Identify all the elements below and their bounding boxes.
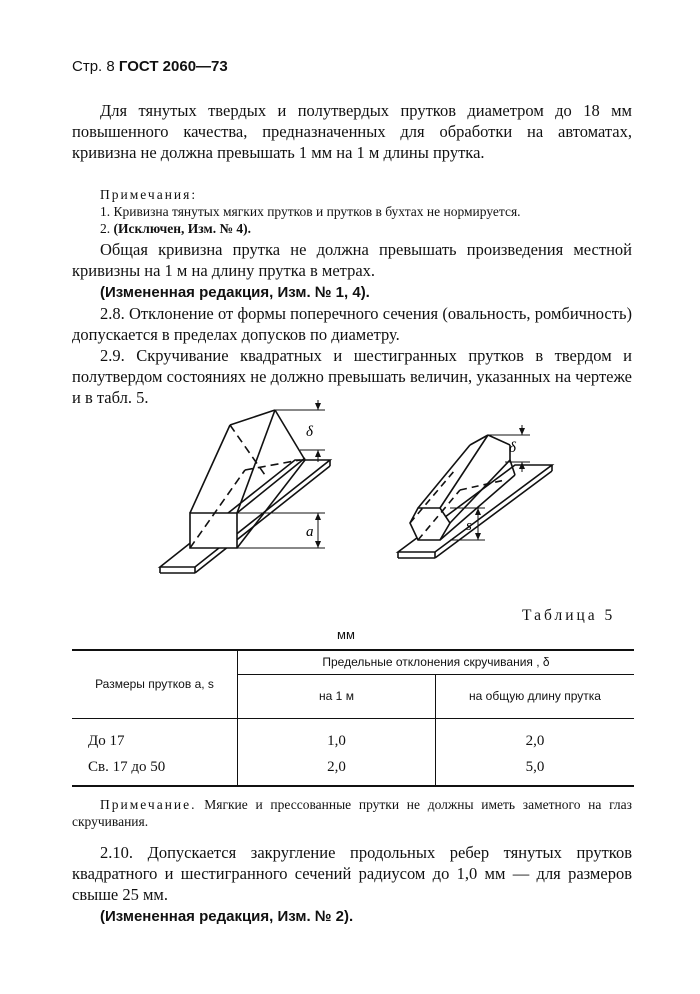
table-note-label: Примечание. (100, 797, 197, 812)
note-2 (72, 220, 632, 237)
label-delta-left: δ (306, 424, 313, 440)
label-delta-right: δ (509, 440, 516, 456)
label-s: s (466, 518, 472, 534)
paragraph-total-curvature (72, 239, 632, 408)
cell-total: 2,0 (525, 733, 545, 749)
header-per-meter-text: на 1 м (319, 689, 354, 703)
header-sizes-text: Размеры прутков a, s (95, 677, 214, 692)
table-row (72, 750, 634, 786)
standard-number: ГОСТ 2060—73 (118, 58, 228, 75)
header-sizes (72, 650, 238, 718)
paragraph-2-10: 2.10. Допускается закругление продольных ребер тянутых прутков квадратного и шестигранного сечений радиусом до 1,0 мм — для размеров свыше 25 мм. (72, 843, 632, 904)
twist-diagram (0, 400, 700, 600)
amendment-2: (Измененная редакция, Изм. № 2). (100, 908, 354, 925)
paragraph-1: Для тянутых твердых и полутвердых прутков диаметром до 18 мм повышенного качества, предназначенных для обработки на автоматах, кривизна не должна превышать 1 мм на 1 м длины прутка. (72, 101, 632, 162)
table-row (72, 718, 634, 750)
paragraph-curvature (72, 100, 632, 163)
cell-per-meter: 1,0 (238, 718, 436, 750)
header-group (238, 650, 635, 674)
header-group-text: Предельные отклонения скручивания , δ (322, 655, 550, 670)
paragraph-2-9: 2.9. Скручивание квадратных и шестигранных прутков в твердом и полутвердом состояниях не должно превышать величин, указанных на чертеже и в табл. 5. (72, 346, 632, 407)
amendment-1-4: (Измененная редакция, Изм. № 1, 4). (100, 284, 370, 301)
cell-size: Св. 17 до 50 (72, 750, 238, 786)
paragraph-rounding (72, 842, 632, 927)
notes-block (72, 186, 632, 237)
paragraph-2-8: 2.8. Отклонение от формы поперечного сечения (овальность, ромбичность) допускается в пределах допусков по диаметру. (72, 304, 632, 344)
cell-total: 5,0 (436, 750, 635, 786)
paragraph-2: Общая кривизна прутка не должна превышать произведения местной кривизны на 1 м на длину прутка в метрах. (72, 240, 632, 280)
notes-title: Примечания: (100, 187, 198, 202)
page-number: Стр. 8 (72, 58, 115, 75)
header-total-length (436, 674, 635, 718)
note-2-text: (Исключен, Изм. № 4). (113, 221, 252, 236)
cell-per-meter: 2,0 (238, 750, 436, 786)
note-1: 1. Кривизна тянутых мягких прутков и прутков в бухтах не нормируется. (100, 204, 521, 219)
table-note (72, 796, 632, 830)
cell-size: До 17 (72, 718, 238, 750)
twist-tolerance-table (72, 649, 634, 787)
label-a: a (306, 524, 314, 540)
table-unit: мм (337, 627, 355, 642)
note-2-number: 2. (100, 221, 111, 236)
table-note-text: Мягкие и прессованные прутки не должны иметь заметного на глаз скручивания. (72, 797, 632, 829)
header-total-length-text: на общую длину прутка (469, 689, 601, 703)
header-per-meter (238, 674, 436, 718)
page-header (72, 58, 228, 75)
table-caption: Таблица 5 (522, 607, 616, 624)
